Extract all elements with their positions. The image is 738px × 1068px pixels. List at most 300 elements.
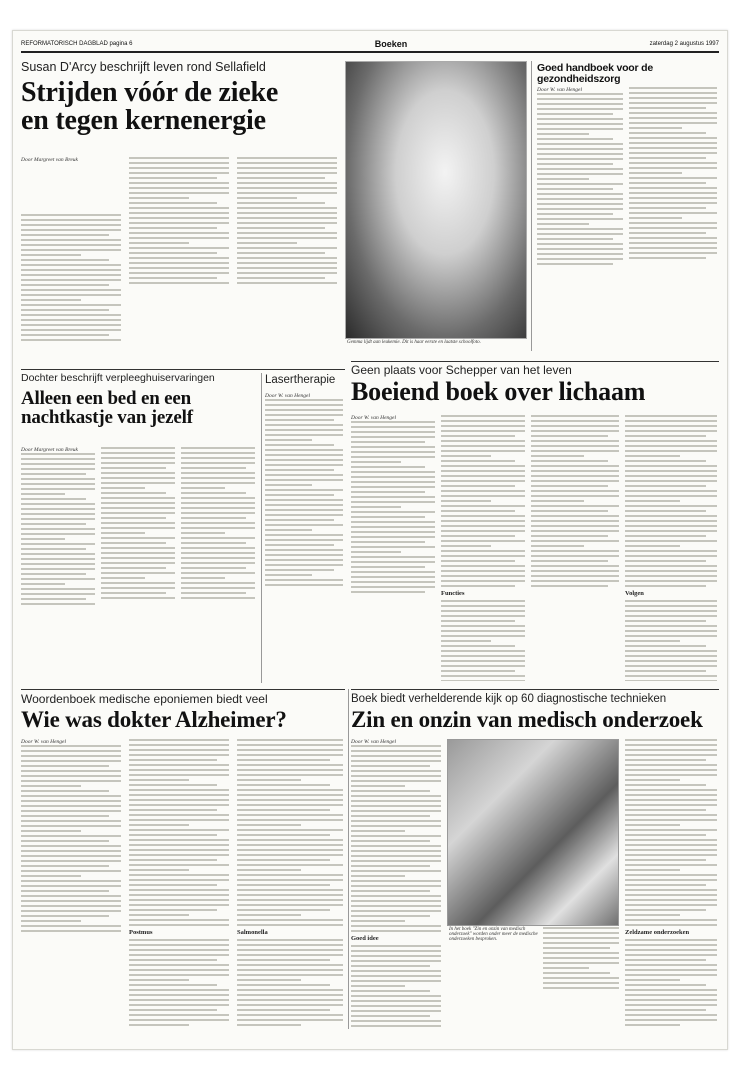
text-line <box>21 930 121 932</box>
text-line <box>629 122 717 124</box>
diagnostisch-body-2b <box>543 927 619 989</box>
schepper-body-1 <box>351 421 435 593</box>
text-line <box>625 1019 717 1021</box>
text-line <box>21 219 121 221</box>
text-line <box>21 463 95 465</box>
text-line <box>629 242 717 244</box>
text-line <box>441 560 515 562</box>
dochter-headline-1: Alleen een bed en een <box>21 387 191 409</box>
text-line <box>625 764 717 766</box>
text-line <box>351 496 435 498</box>
text-line <box>181 562 255 564</box>
text-line <box>21 825 121 827</box>
text-line <box>101 487 145 489</box>
text-line <box>537 93 623 95</box>
diagnostisch-col-1 <box>351 739 441 1029</box>
text-line <box>537 183 623 185</box>
text-line <box>351 576 435 578</box>
text-line <box>101 562 175 564</box>
text-line <box>21 790 109 792</box>
text-line <box>351 1010 441 1012</box>
text-line <box>265 459 343 461</box>
text-line <box>351 920 405 922</box>
text-line <box>625 949 717 951</box>
text-line <box>537 218 623 220</box>
text-line <box>129 257 229 259</box>
text-line <box>441 450 525 452</box>
text-line <box>351 770 441 772</box>
text-line <box>237 904 343 906</box>
text-line <box>237 994 343 996</box>
sellafield-col-1 <box>21 157 121 357</box>
text-line <box>351 755 441 757</box>
schepper-kicker: Geen plaats voor Schepper van het leven <box>351 364 572 377</box>
text-line <box>543 937 619 939</box>
text-line <box>21 820 121 822</box>
text-line <box>351 895 441 897</box>
text-line <box>351 785 405 787</box>
alzheimer-body-3a <box>237 739 343 926</box>
text-line <box>101 522 175 524</box>
text-line <box>351 1000 441 1002</box>
text-line <box>181 527 255 529</box>
text-line <box>181 572 255 574</box>
text-line <box>531 485 608 487</box>
text-line <box>21 840 109 842</box>
text-line <box>237 162 337 164</box>
text-line <box>129 969 229 971</box>
sellafield-lead <box>21 166 121 214</box>
sellafield-byline: Door Margreet van Breuk <box>21 157 78 163</box>
text-line <box>101 552 175 554</box>
text-line <box>265 554 343 556</box>
text-line <box>129 1024 189 1026</box>
text-line <box>237 222 337 224</box>
text-line <box>351 446 435 448</box>
text-line <box>537 143 623 145</box>
text-line <box>543 987 619 989</box>
text-line <box>237 247 337 249</box>
text-line <box>625 819 717 821</box>
text-line <box>129 869 189 871</box>
text-line <box>129 994 229 996</box>
text-line <box>265 504 343 506</box>
text-line <box>129 247 229 249</box>
schepper-col-2 <box>441 415 525 681</box>
text-line <box>441 455 491 457</box>
text-line <box>181 587 255 589</box>
dochter-col-1 <box>21 447 95 681</box>
text-line <box>129 754 229 756</box>
text-line <box>625 1009 706 1011</box>
text-line <box>441 550 525 552</box>
text-line <box>21 244 121 246</box>
text-line <box>265 479 343 481</box>
text-line <box>531 465 619 467</box>
text-line <box>531 425 619 427</box>
text-line <box>21 513 95 515</box>
text-line <box>537 148 623 150</box>
text-line <box>129 939 229 941</box>
text-line <box>629 237 717 239</box>
text-line <box>351 990 430 992</box>
text-line <box>629 97 717 99</box>
text-line <box>543 927 619 929</box>
text-line <box>237 749 343 751</box>
text-line <box>129 879 229 881</box>
text-line <box>441 465 525 467</box>
text-line <box>265 409 343 411</box>
text-line <box>237 839 343 841</box>
text-line <box>625 839 717 841</box>
text-line <box>543 942 619 944</box>
text-line <box>101 592 166 594</box>
text-line <box>129 884 217 886</box>
diagnostisch-body-1a <box>351 745 441 932</box>
text-line <box>625 789 717 791</box>
text-line <box>351 491 425 493</box>
text-line <box>21 900 121 902</box>
text-line <box>129 874 229 876</box>
text-line <box>531 555 619 557</box>
diagnostisch-body-1b <box>351 945 441 1029</box>
text-line <box>237 824 301 826</box>
text-line <box>21 880 121 882</box>
text-line <box>265 449 343 451</box>
dochter-body-3 <box>181 447 255 599</box>
text-line <box>129 804 229 806</box>
text-line <box>625 799 717 801</box>
text-line <box>237 999 343 1001</box>
text-line <box>21 755 121 757</box>
text-line <box>351 546 435 548</box>
text-line <box>537 248 623 250</box>
schepper-subhead-functies: Functies <box>441 590 465 597</box>
text-line <box>537 233 623 235</box>
text-line <box>265 414 343 416</box>
text-line <box>351 1005 441 1007</box>
text-line <box>531 435 608 437</box>
text-line <box>129 909 217 911</box>
text-line <box>625 415 717 417</box>
alzheimer-col-1 <box>21 739 121 1029</box>
text-line <box>625 779 680 781</box>
text-line <box>129 187 229 189</box>
text-line <box>543 982 619 984</box>
text-line <box>351 840 430 842</box>
text-line <box>129 829 229 831</box>
text-line <box>351 531 435 533</box>
text-line <box>101 472 175 474</box>
alzheimer-body-2a <box>129 739 229 926</box>
text-line <box>537 138 613 140</box>
text-line <box>441 565 525 567</box>
text-line <box>625 974 717 976</box>
dochter-kicker: Dochter beschrijft verpleeghuiservaringen <box>21 373 215 384</box>
text-line <box>129 774 229 776</box>
text-line <box>21 329 121 331</box>
text-line <box>129 859 217 861</box>
text-line <box>441 425 525 427</box>
text-line <box>625 944 717 946</box>
text-line <box>625 470 717 472</box>
text-line <box>441 630 525 632</box>
text-line <box>237 227 325 229</box>
newspaper-page <box>12 30 728 1050</box>
text-line <box>101 542 166 544</box>
text-line <box>101 512 175 514</box>
text-line <box>625 525 717 527</box>
sellafield-heading <box>21 61 351 151</box>
text-line <box>181 502 255 504</box>
text-line <box>537 178 589 180</box>
text-line <box>21 850 121 852</box>
text-line <box>237 834 330 836</box>
text-line <box>537 258 623 260</box>
text-line <box>351 501 435 503</box>
text-line <box>351 521 435 523</box>
text-line <box>129 167 229 169</box>
text-line <box>101 532 145 534</box>
text-line <box>629 152 717 154</box>
text-line <box>625 565 717 567</box>
text-line <box>629 142 717 144</box>
text-line <box>537 263 613 265</box>
text-line <box>101 577 145 579</box>
text-line <box>237 774 343 776</box>
text-line <box>625 445 717 447</box>
text-line <box>129 277 217 279</box>
alzheimer-headline: Wie was dokter Alzheimer? <box>21 707 287 733</box>
text-line <box>129 914 189 916</box>
text-line <box>129 954 229 956</box>
text-line <box>625 540 717 542</box>
text-line <box>129 784 217 786</box>
text-line <box>21 795 121 797</box>
text-line <box>625 580 717 582</box>
text-line <box>181 512 255 514</box>
text-line <box>21 319 121 321</box>
text-line <box>625 510 706 512</box>
text-line <box>537 103 623 105</box>
text-line <box>265 404 343 406</box>
text-line <box>351 790 430 792</box>
text-line <box>237 964 343 966</box>
text-line <box>237 182 337 184</box>
text-line <box>625 904 717 906</box>
text-line <box>351 506 401 508</box>
text-line <box>441 460 515 462</box>
text-line <box>129 974 229 976</box>
text-line <box>181 542 246 544</box>
text-line <box>237 899 343 901</box>
text-line <box>237 232 337 234</box>
text-line <box>531 585 608 587</box>
text-line <box>351 825 441 827</box>
text-line <box>265 509 343 511</box>
text-line <box>625 495 717 497</box>
text-line <box>21 339 121 341</box>
text-line <box>237 884 330 886</box>
text-line <box>531 415 619 417</box>
text-line <box>625 600 717 602</box>
text-line <box>265 434 343 436</box>
text-line <box>625 555 717 557</box>
text-line <box>351 541 425 543</box>
text-line <box>21 553 95 555</box>
text-line <box>265 544 334 546</box>
text-line <box>129 944 229 946</box>
diagnostisch-headline: Zin en onzin van medisch onderzoek <box>351 706 703 732</box>
text-line <box>625 620 706 622</box>
text-line <box>21 895 121 897</box>
text-line <box>625 964 717 966</box>
text-line <box>629 107 706 109</box>
gezondheid-byline: Door W. van Hengel <box>537 87 583 93</box>
text-line <box>237 954 343 956</box>
text-line <box>237 804 343 806</box>
text-line <box>237 809 330 811</box>
text-line <box>629 202 717 204</box>
sellafield-col-3 <box>237 157 337 357</box>
text-line <box>21 538 65 540</box>
text-line <box>531 530 619 532</box>
text-line <box>625 505 717 507</box>
text-line <box>625 585 706 587</box>
text-line <box>21 299 81 301</box>
text-line <box>625 465 717 467</box>
text-line <box>101 557 175 559</box>
text-line <box>181 532 225 534</box>
schepper-col-1 <box>351 415 435 681</box>
text-line <box>129 924 229 926</box>
text-line <box>129 959 217 961</box>
text-line <box>531 545 584 547</box>
schepper-body-4a <box>625 415 717 587</box>
text-line <box>629 177 717 179</box>
text-line <box>351 750 441 752</box>
text-line <box>537 133 589 135</box>
text-line <box>629 252 717 254</box>
text-line <box>625 485 706 487</box>
text-line <box>625 680 717 681</box>
text-line <box>625 545 680 547</box>
text-line <box>625 844 717 846</box>
text-line <box>531 455 584 457</box>
text-line <box>129 172 229 174</box>
text-line <box>531 515 619 517</box>
text-line <box>237 989 343 991</box>
text-line <box>21 498 86 500</box>
text-line <box>351 780 441 782</box>
text-line <box>237 829 343 831</box>
text-line <box>265 519 334 521</box>
text-line <box>21 478 95 480</box>
text-line <box>265 514 343 516</box>
text-line <box>441 660 525 662</box>
text-line <box>543 952 619 954</box>
text-line <box>129 894 229 896</box>
text-line <box>21 503 95 505</box>
text-line <box>625 754 717 756</box>
text-line <box>129 267 229 269</box>
text-line <box>21 234 109 236</box>
text-line <box>625 894 717 896</box>
text-line <box>441 540 525 542</box>
text-line <box>441 575 525 577</box>
text-line <box>351 870 441 872</box>
text-line <box>351 466 425 468</box>
text-line <box>237 1024 301 1026</box>
text-line <box>129 864 229 866</box>
text-line <box>625 490 717 492</box>
text-line <box>237 789 343 791</box>
text-line <box>129 799 229 801</box>
text-line <box>21 860 121 862</box>
text-line <box>629 167 717 169</box>
text-line <box>21 523 86 525</box>
text-line <box>21 264 121 266</box>
text-line <box>629 257 706 259</box>
text-line <box>625 420 717 422</box>
text-line <box>543 947 610 949</box>
text-line <box>237 242 297 244</box>
text-line <box>625 939 717 941</box>
laser-headline: Lasertherapie <box>265 374 336 386</box>
gezondheid-heading <box>537 63 719 85</box>
text-line <box>265 464 343 466</box>
text-line <box>351 965 430 967</box>
text-line <box>21 254 81 256</box>
text-line <box>21 770 121 772</box>
text-line <box>101 447 175 449</box>
text-line <box>129 252 217 254</box>
text-line <box>441 475 525 477</box>
text-line <box>129 162 229 164</box>
text-line <box>21 468 95 470</box>
text-line <box>625 829 717 831</box>
text-line <box>625 794 717 796</box>
text-line <box>625 749 717 751</box>
text-line <box>351 975 441 977</box>
text-line <box>629 192 717 194</box>
text-line <box>625 500 680 502</box>
text-line <box>237 944 343 946</box>
text-line <box>237 769 343 771</box>
text-line <box>237 914 301 916</box>
text-line <box>441 435 515 437</box>
text-line <box>625 645 706 647</box>
text-line <box>351 955 441 957</box>
text-line <box>21 563 95 565</box>
text-line <box>351 915 430 917</box>
text-line <box>21 239 121 241</box>
text-line <box>237 759 330 761</box>
text-line <box>351 481 435 483</box>
text-line <box>537 123 623 125</box>
text-line <box>351 586 435 588</box>
text-line <box>181 452 255 454</box>
text-line <box>441 530 525 532</box>
sellafield-body-2 <box>129 157 229 284</box>
text-line <box>441 555 525 557</box>
text-line <box>237 192 337 194</box>
dochter-byline: Door Margreet van Breuk <box>21 447 78 453</box>
text-line <box>625 460 706 462</box>
text-line <box>351 900 441 902</box>
text-line <box>625 660 717 662</box>
text-line <box>441 675 525 677</box>
